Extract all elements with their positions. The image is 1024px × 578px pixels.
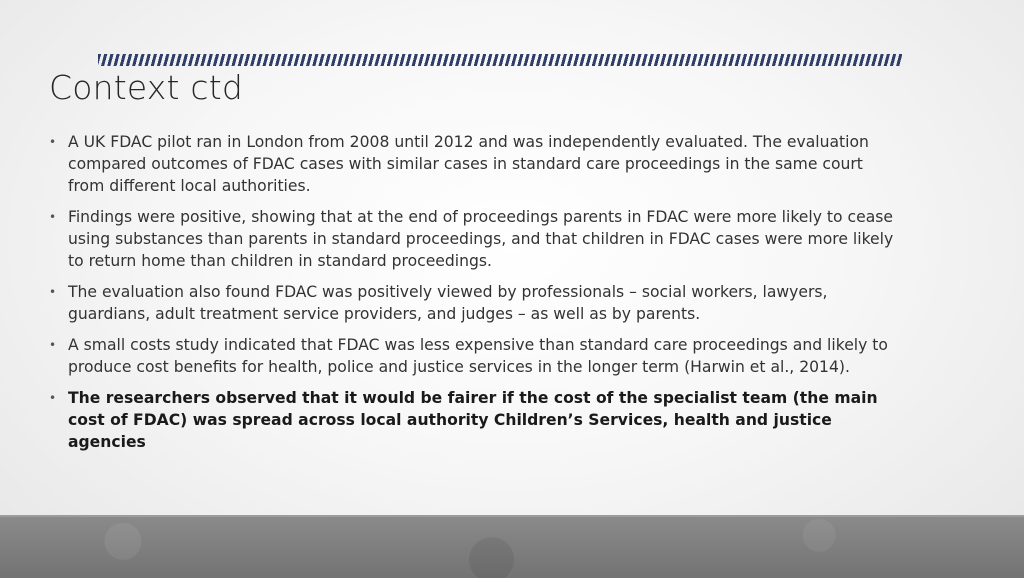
bullet-dot-icon: • bbox=[49, 285, 57, 299]
bullet-item bbox=[49, 334, 899, 378]
bullet-text: A UK FDAC pilot ran in London from 2008 until 2012 and was independently evaluated. The evaluation compared outcomes of FDAC cases with similar cases in standard care proceedings in the same court from different local authorities. bbox=[68, 133, 869, 195]
bullet-dot-icon: • bbox=[49, 210, 57, 224]
bullet-item-emphasized bbox=[49, 387, 899, 453]
decorative-floor bbox=[0, 515, 1024, 578]
bullet-text: A small costs study indicated that FDAC was less expensive than standard care proceedings and likely to produce cost benefits for health, police and justice services in the longer term (Harwin et al., 2014). bbox=[68, 336, 888, 376]
bullet-item bbox=[49, 131, 899, 197]
slide-title: Context ctd bbox=[49, 68, 243, 107]
bullet-dot-icon: • bbox=[49, 391, 57, 405]
bullet-dot-icon: • bbox=[49, 338, 57, 352]
decorative-stripe-bar bbox=[98, 54, 902, 66]
bullet-text: Findings were positive, showing that at the end of proceedings parents in FDAC were more likely to cease using substances than parents in standard proceedings, and that children in FDAC cases were more likely to return home than children in standard proceedings. bbox=[68, 208, 894, 270]
bullet-item bbox=[49, 281, 899, 325]
bullet-dot-icon: • bbox=[49, 135, 57, 149]
bullet-list bbox=[49, 131, 899, 462]
bullet-text: The evaluation also found FDAC was positively viewed by professionals – social workers, lawyers, guardians, adult treatment service providers, and judges – as well as by parents. bbox=[68, 283, 828, 323]
bullet-text: The researchers observed that it would be fairer if the cost of the specialist team (the main cost of FDAC) was spread across local authority Children’s Services, health and justice agencies bbox=[68, 389, 878, 451]
bullet-item bbox=[49, 206, 899, 272]
